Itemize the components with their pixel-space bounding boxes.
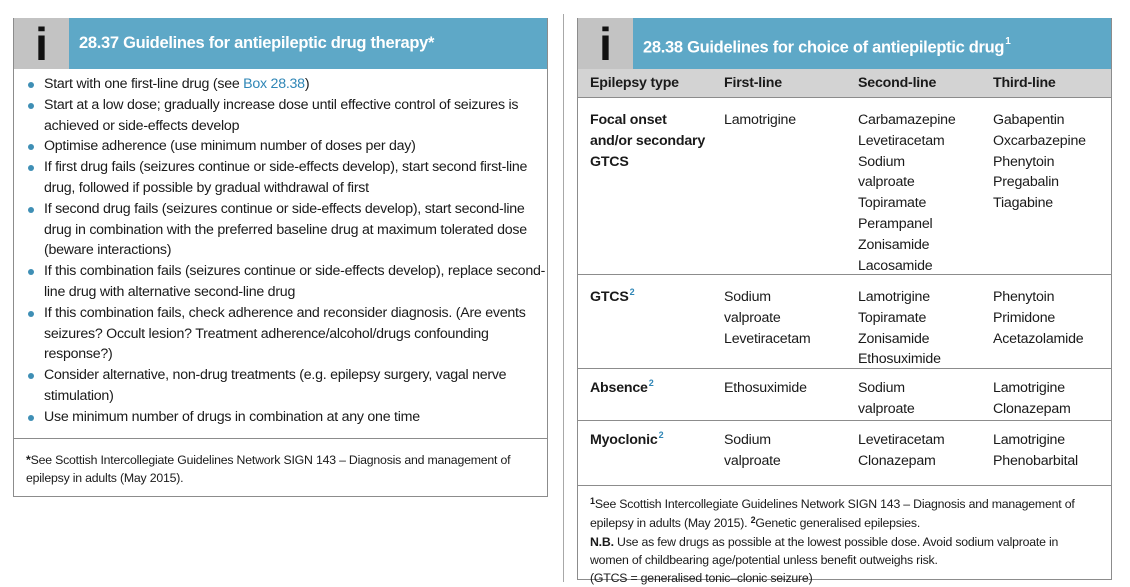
list-item: Start at a low dose; gradually increase dose until effective control of seizures is achieved or side-effects develop <box>26 95 546 137</box>
epilepsy-type: Absence$^2$ <box>590 378 654 396</box>
third-line: Lamotrigine Clonazepam <box>993 380 1071 417</box>
col-header-first: First-line <box>724 75 782 91</box>
epilepsy-type: Myoclonic$^2$ <box>590 430 664 448</box>
third-line: Gabapentin Oxcarbazepine Phenytoin Pregabalin Tiagabine <box>993 112 1086 212</box>
list-item: Start with one first-line drug (see Box 28.38) <box>26 74 546 95</box>
box-header <box>578 18 1111 69</box>
info-icon: i <box>578 18 633 69</box>
list-item: If this combination fails (seizures continue or side-effects develop), replace second-line drug with alternative second-line drug <box>26 261 546 303</box>
table-row <box>578 368 1111 420</box>
second-line: Carbamazepine Levetiracetam Sodium valproate Topiramate Perampanel Zonisamide Lacosamide <box>858 112 956 274</box>
list-item: Optimise adherence (use minimum number of doses per day) <box>26 136 546 157</box>
list-item: If this combination fails, check adherence and reconsider diagnosis. (Are events seizures? Occult lesion? Treatment adherence/alcohol/drugs confounding response?) <box>26 303 546 365</box>
first-line: Sodium valproate <box>724 432 781 469</box>
box-footnote: *See Scottish Intercollegiate Guidelines Network SIGN 143 – Diagnosis and management of epilepsy in adults (May 2015). <box>14 438 547 487</box>
box-title: 28.37 Guidelines for antiepileptic drug therapy* <box>79 34 435 52</box>
table-row <box>578 274 1111 368</box>
box-title: 28.38 Guidelines for choice of antiepileptic drug$^1$ <box>643 36 1011 57</box>
box-footnote: $^1$See Scottish Intercollegiate Guidelines Network SIGN 143 – Diagnosis and management of epilepsy in adults (May 2015). $^2$Genetic generalised epilepsies. N.B. Use as few drugs as possible at the lowest possible dose. Avoid sodium valproate in women of childbearing age/potential unless benefit outweighs risk. (GTCS = generalised tonic–clonic seizure) <box>578 485 1111 587</box>
box-header <box>14 18 547 69</box>
first-line: Ethosuximide <box>724 380 807 396</box>
first-line: Lamotrigine <box>724 112 796 128</box>
table-header <box>578 69 1111 97</box>
page-divider <box>563 14 564 582</box>
epilepsy-type: Focal onset and/or secondary GTCS <box>590 112 706 170</box>
list-item: If second drug fails (seizures continue or side-effects develop), start second-line drug in combination with the preferred baseline drug at maximum tolerated dose (beware interactions) <box>26 199 546 261</box>
guideline-list <box>26 74 546 428</box>
list-item: Consider alternative, non-drug treatments (e.g. epilepsy surgery, vagal nerve stimulation) <box>26 365 546 407</box>
col-header-type: Epilepsy type <box>590 75 679 91</box>
table-row <box>578 420 1111 487</box>
third-line: Lamotrigine Phenobarbital <box>993 432 1078 469</box>
drug-table <box>578 69 1111 487</box>
first-line: Sodium valproate Levetiracetam <box>724 289 811 347</box>
second-line: Lamotrigine Topiramate Zonisamide Ethosuximide <box>858 289 941 368</box>
second-line: Levetiracetam Clonazepam <box>858 432 945 469</box>
third-line: Phenytoin Primidone Acetazolamide <box>993 289 1084 347</box>
col-header-second: Second-line <box>858 75 937 91</box>
list-item: If first drug fails (seizures continue or side-effects develop), start second first-line drug, followed if possible by gradual withdrawal of first <box>26 157 546 199</box>
epilepsy-type: GTCS$^2$ <box>590 287 635 305</box>
info-icon: i <box>14 18 69 69</box>
table-row <box>578 97 1111 274</box>
box-link[interactable]: Box 28.38 <box>243 76 305 92</box>
second-line: Sodium valproate <box>858 380 915 417</box>
guidelines-therapy-box <box>13 18 548 497</box>
col-header-third: Third-line <box>993 75 1056 91</box>
drug-choice-box <box>577 17 1112 585</box>
list-item: Use minimum number of drugs in combination at any one time <box>26 407 546 428</box>
